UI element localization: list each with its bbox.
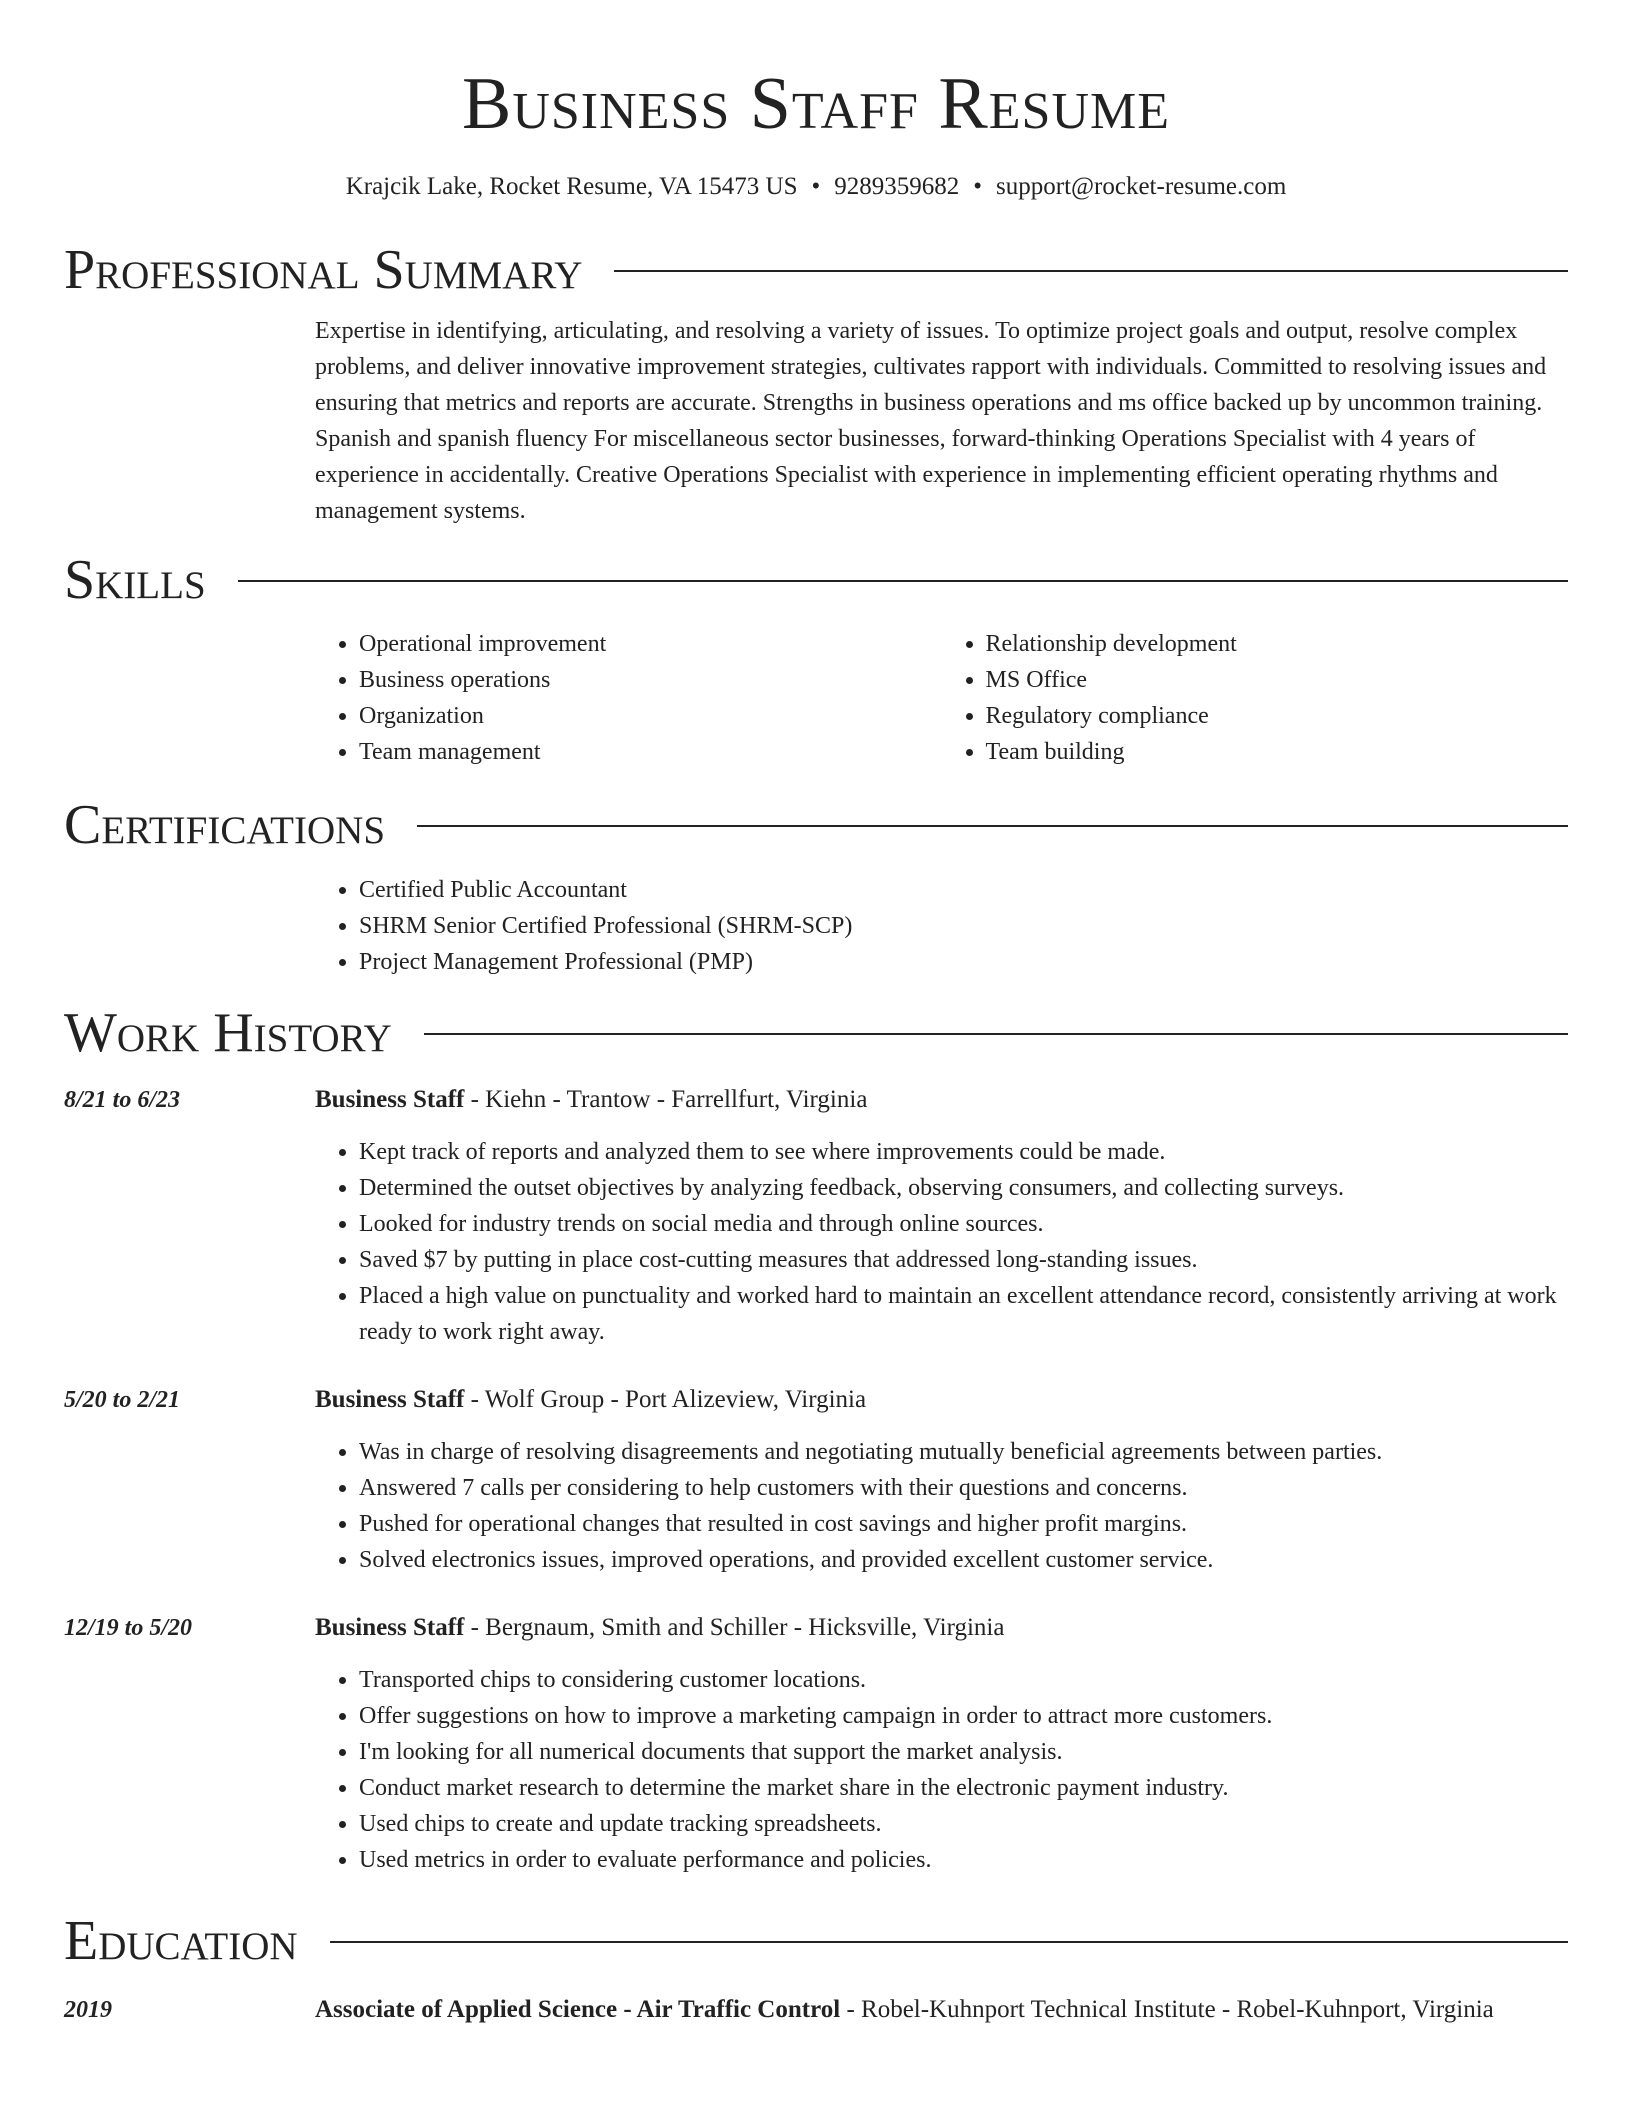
work-details xyxy=(315,1382,1568,1578)
work-title-line xyxy=(315,1382,1568,1418)
skills-heading: Skills xyxy=(64,549,206,611)
certification-item: • Project Management Professional (PMP) xyxy=(359,944,1568,980)
contact-separator: • xyxy=(973,173,983,200)
certification-item: • Certified Public Accountant xyxy=(359,872,1568,908)
skills-list xyxy=(315,626,1568,770)
contact-address: Krajcik Lake, Rocket Resume, VA 15473 US xyxy=(345,173,798,200)
resume-page xyxy=(64,0,1568,2028)
education-section-header xyxy=(64,1908,1568,1974)
resume-title: Business Staff Resume xyxy=(461,63,1171,145)
work-title: Business Staff xyxy=(315,1614,465,1641)
work-bullet: • Was in charge of resolving disagreements and negotiating mutually beneficial agreements between parties. xyxy=(359,1434,1568,1470)
section-divider xyxy=(614,270,1568,272)
skills-column-right xyxy=(942,626,1569,770)
work-bullets xyxy=(315,1134,1568,1350)
skill-item: • MS Office xyxy=(986,662,1569,698)
work-bullet: • Kept track of reports and analyzed them to see where improvements could be made. xyxy=(359,1134,1568,1170)
work-bullet: • Placed a high value on punctuality and worked hard to maintain an excellent attendance record, consistently arriving at work ready to work right away. xyxy=(359,1278,1568,1350)
summary-heading: Professional Summary xyxy=(64,239,583,301)
work-bullet: • Saved $7 by putting in place cost-cutting measures that addressed long-standing issues. xyxy=(359,1242,1568,1278)
work-bullet: • Answered 7 calls per considering to help customers with their questions and concerns. xyxy=(359,1470,1568,1506)
skills-section-header xyxy=(64,547,1568,613)
skills-column-left xyxy=(315,626,942,770)
skill-item: • Business operations xyxy=(359,662,942,698)
skill-item: • Team building xyxy=(986,734,1569,770)
work-heading: Work History xyxy=(64,1002,392,1064)
contact-email: support@rocket-resume.com xyxy=(996,173,1287,200)
skill-item: • Regulatory compliance xyxy=(986,698,1569,734)
work-dates: 5/20 to 2/21 xyxy=(64,1387,181,1413)
work-entry xyxy=(64,1610,1568,1878)
summary-section-header xyxy=(64,237,1568,303)
summary-body xyxy=(315,313,1568,529)
education-degree: Associate of Applied Science - Air Traffic Control xyxy=(315,1996,841,2023)
work-bullet: • Used chips to create and update tracking spreadsheets. xyxy=(359,1806,1568,1842)
education-line xyxy=(315,1992,1568,2028)
certifications-body xyxy=(315,872,1568,980)
contact-phone: 9289359682 xyxy=(834,173,960,200)
work-bullet: • Pushed for operational changes that resulted in cost savings and higher profit margins. xyxy=(359,1506,1568,1542)
section-divider xyxy=(424,1033,1568,1035)
certifications-list xyxy=(315,872,1568,980)
skill-item: • Team management xyxy=(359,734,942,770)
work-bullet: • Transported chips to considering customer locations. xyxy=(359,1662,1568,1698)
work-employer: - Kiehn - Trantow - Farrellfurt, Virginia xyxy=(464,1086,868,1113)
certification-item: • SHRM Senior Certified Professional (SHRM-SCP) xyxy=(359,908,1568,944)
work-bullet: • Conduct market research to determine the market share in the electronic payment industry. xyxy=(359,1770,1568,1806)
certifications-heading: Certifications xyxy=(64,794,386,856)
work-dates: 8/21 to 6/23 xyxy=(64,1087,181,1113)
education-school: - Robel-Kuhnport Technical Institute - Robel-Kuhnport, Virginia xyxy=(840,1996,1494,2023)
skill-item: • Operational improvement xyxy=(359,626,942,662)
work-employer: - Bergnaum, Smith and Schiller - Hicksville, Virginia xyxy=(464,1614,1005,1641)
education-heading: Education xyxy=(64,1910,298,1972)
work-entry xyxy=(64,1382,1568,1578)
work-title: Business Staff xyxy=(315,1386,465,1413)
work-bullet: • Used metrics in order to evaluate performance and policies. xyxy=(359,1842,1568,1878)
work-bullet: • I'm looking for all numerical documents that support the market analysis. xyxy=(359,1734,1568,1770)
contact-separator: • xyxy=(811,173,821,200)
work-details xyxy=(315,1610,1568,1878)
summary-text: Expertise in identifying, articulating, and resolving a variety of issues. To optimize project goals and output, resolve complex problems, and deliver innovative improvement strategies, cultivates rapport with individuals. Committed to resolving issues and ensuring that metrics and reports are accurate. Strengths in business operations and ms office backed up by uncommon training. Spanish and spanish fluency For miscellaneous sector businesses, forward-thinking Operations Specialist with 4 years of experience in accidentally. Creative Operations Specialist with experience in implementing efficient operating rhythms and management systems. xyxy=(315,318,1547,524)
work-bullets xyxy=(315,1662,1568,1878)
education-year: 2019 xyxy=(64,1997,112,2023)
skill-item: • Relationship development xyxy=(986,626,1569,662)
work-entry xyxy=(64,1082,1568,1350)
work-dates: 12/19 to 5/20 xyxy=(64,1615,193,1641)
education-entry xyxy=(64,1992,1568,2028)
skill-item: • Organization xyxy=(359,698,942,734)
work-bullet: • Solved electronics issues, improved operations, and provided excellent customer service. xyxy=(359,1542,1568,1578)
work-title-line xyxy=(315,1610,1568,1646)
education-details xyxy=(315,1992,1568,2028)
work-bullets xyxy=(315,1434,1568,1578)
certifications-section-header xyxy=(64,792,1568,858)
work-bullet: • Determined the outset objectives by analyzing feedback, observing consumers, and collecting surveys. xyxy=(359,1170,1568,1206)
work-employer: - Wolf Group - Port Alizeview, Virginia xyxy=(464,1386,867,1413)
section-divider xyxy=(238,580,1568,582)
work-details xyxy=(315,1082,1568,1350)
work-bullet: • Looked for industry trends on social media and through online sources. xyxy=(359,1206,1568,1242)
section-divider xyxy=(330,1941,1568,1943)
work-title-line xyxy=(315,1082,1568,1118)
work-section-header xyxy=(64,1000,1568,1066)
work-bullet: • Offer suggestions on how to improve a marketing campaign in order to attract more customers. xyxy=(359,1698,1568,1734)
work-title: Business Staff xyxy=(315,1086,465,1113)
contact-line xyxy=(64,172,1568,202)
section-divider xyxy=(417,825,1568,827)
